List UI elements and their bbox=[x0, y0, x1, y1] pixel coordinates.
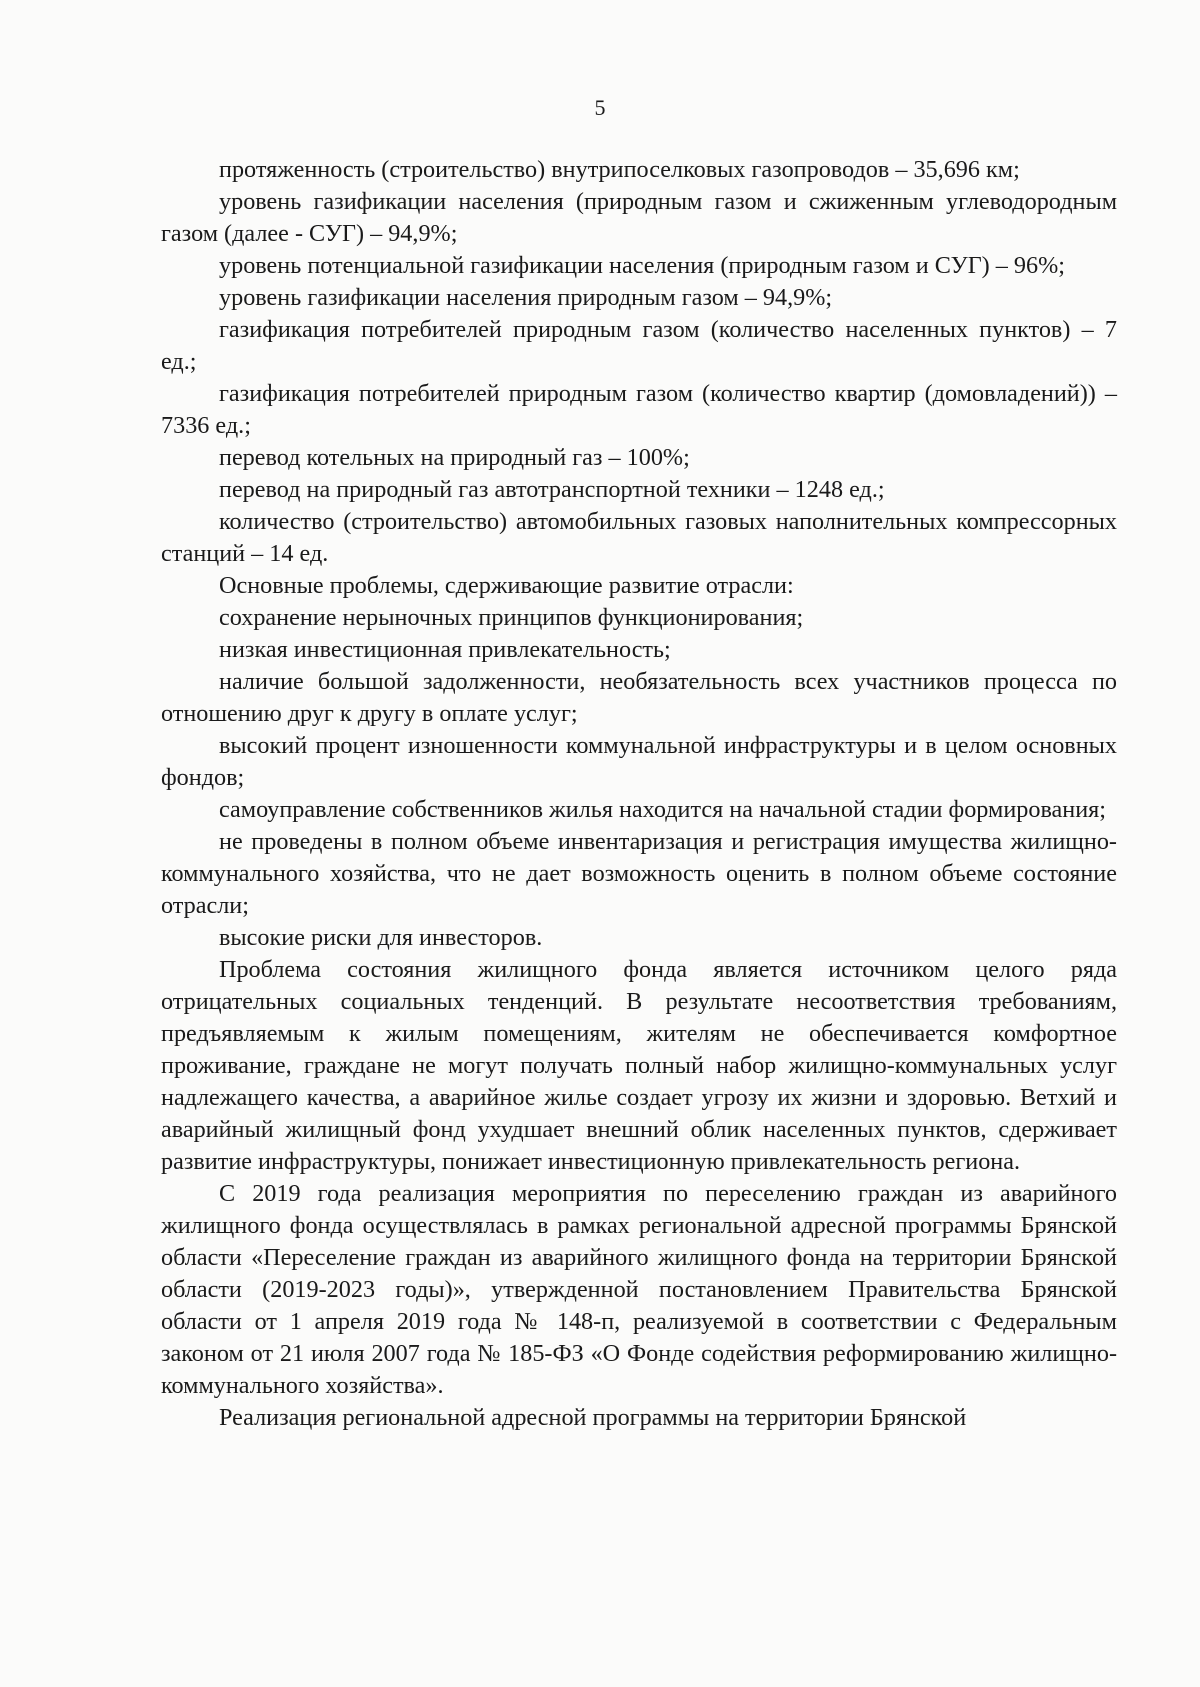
paragraph-problem-wear: высокий процент изношенности коммунальной инфраструктуры и в целом основных фондов; bbox=[161, 732, 1117, 791]
paragraph-resettlement-program: С 2019 года реализация мероприятия по переселению граждан из аварийного жилищного фонда осуществлялась в рамках региональной адресной программы Брянской области «Переселение граждан из аварийного жилищного фонда на территории Брянской области (2019-2023 годы)», утвержденной постановлением Правительства Брянской области от 1 апреля 2019 года № 148-п, реализуемой в соответствии с Федеральным законом от 21 июля 2007 года № 185-ФЗ «О Фонде содействия реформированию жилищно-коммунального хозяйства». bbox=[161, 1180, 1117, 1399]
paragraph-vehicle-conversion: перевод на природный газ автотранспортной техники – 1248 ед.; bbox=[219, 476, 885, 503]
paragraph-problem-debt: наличие большой задолженности, необязательность всех участников процесса по отношению друг к другу в оплате услуг; bbox=[161, 668, 1117, 727]
paragraph-housing-stock-problem: Проблема состояния жилищного фонда является источником целого ряда отрицательных социальных тенденций. В результате несоответствия требованиям, предъявляемым к жилым помещениям, жителям не обеспечивается комфортное проживание, граждане не могут получать полный набор жилищно-коммунальных услуг надлежащего качества, а аварийное жилье создает угрозу их жизни и здоровью. Ветхий и аварийный жилищный фонд ухудшает внешний облик населенных пунктов, сдерживает развитие инфраструктуры, понижает инвестиционную привлекательность региона. bbox=[161, 956, 1117, 1175]
paragraph-apartments-gasified: газификация потребителей природным газом (количество квартир (домовладений)) – 7336 ед.; bbox=[161, 380, 1117, 439]
paragraph-problem-self-governance: самоуправление собственников жилья находится на начальной стадии формирования; bbox=[219, 796, 1107, 823]
paragraph-problem-low-investment: низкая инвестиционная привлекательность; bbox=[219, 636, 671, 663]
paragraph-main-problems-heading: Основные проблемы, сдерживающие развитие отрасли: bbox=[219, 572, 794, 599]
paragraph-problem-non-market: сохранение нерыночных принципов функционирования; bbox=[219, 604, 804, 631]
paragraph-gasification-level: уровень газификации населения (природным газом и сжиженным углеводородным газом (далее - СУГ) – 94,9%; bbox=[161, 188, 1117, 247]
paragraph-settlements-gasified: газификация потребителей природным газом (количество населенных пунктов) – 7 ед.; bbox=[161, 316, 1117, 375]
paragraph-program-implementation: Реализация региональной адресной программы на территории Брянской bbox=[219, 1404, 967, 1431]
paragraph-potential-gasification: уровень потенциальной газификации населения (природным газом и СУГ) – 96%; bbox=[219, 252, 1065, 279]
paragraph-filling-stations: количество (строительство) автомобильных газовых наполнительных компрессорных станций – 14 ед. bbox=[161, 508, 1117, 567]
paragraph-problem-investor-risks: высокие риски для инвесторов. bbox=[219, 924, 543, 951]
document-body bbox=[161, 154, 1117, 1434]
paragraph-boiler-conversion: перевод котельных на природный газ – 100%; bbox=[219, 444, 690, 471]
paragraph-problem-inventory: не проведены в полном объеме инвентаризация и регистрация имущества жилищно-коммунального хозяйства, что не дает возможность оценить в полном объеме состояние отрасли; bbox=[161, 828, 1117, 919]
paragraph-natural-gas-level: уровень газификации населения природным газом – 94,9%; bbox=[219, 284, 833, 311]
page-number: 5 bbox=[594, 95, 606, 120]
paragraph-gas-pipeline-length: протяженность (строительство) внутрипоселковых газопроводов – 35,696 км; bbox=[219, 156, 1020, 183]
